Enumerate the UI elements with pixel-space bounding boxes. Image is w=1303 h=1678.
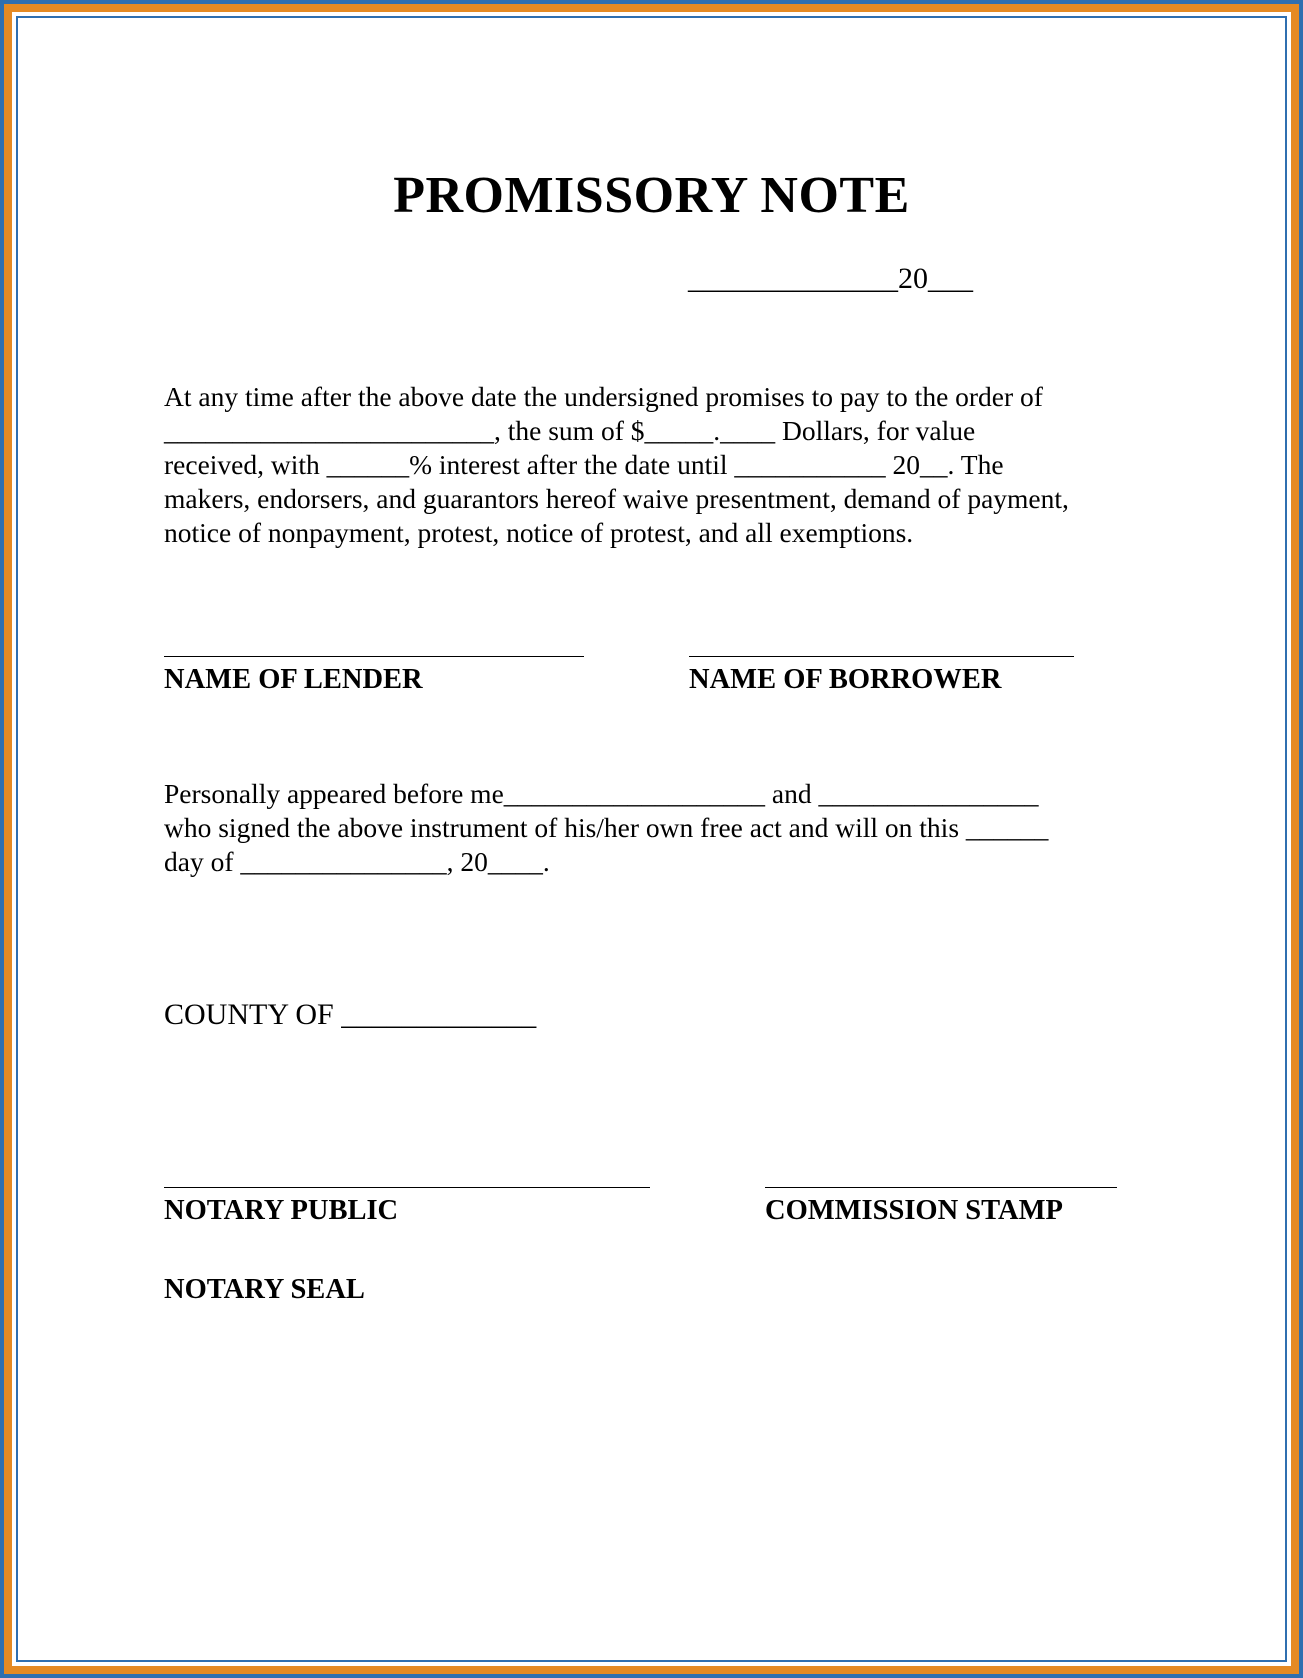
body-line: ________________________, the sum of $_____.____ Dollars, for value — [164, 415, 976, 446]
acknowledgment-line: day of _______________, 20____. — [164, 846, 550, 877]
body-line: At any time after the above date the undersigned promises to pay to the order of — [164, 381, 1043, 412]
lender-label: NAME OF LENDER — [164, 664, 423, 695]
notary-seal-label: NOTARY SEAL — [164, 1274, 365, 1305]
commission-stamp-label: COMMISSION STAMP — [765, 1195, 1063, 1226]
acknowledgment-text — [164, 777, 1048, 879]
body-line: makers, endorsers, and guarantors hereof waive presentment, demand of payment, — [164, 483, 1069, 514]
borrower-signature-line — [689, 656, 1074, 657]
note-body — [164, 380, 1144, 550]
date-field: ______________20___ — [688, 262, 973, 295]
document-title: PROMISSORY NOTE — [393, 167, 910, 224]
notary-public-label: NOTARY PUBLIC — [164, 1195, 399, 1226]
borrower-label: NAME OF BORROWER — [689, 664, 1002, 695]
lender-signature-line — [164, 656, 584, 657]
acknowledgment-line: who signed the above instrument of his/her own free act and will on this ______ — [164, 812, 1049, 843]
notary-signature-line — [164, 1187, 650, 1188]
acknowledgment-line: Personally appeared before me___________________ and ________________ — [164, 778, 1039, 809]
body-line: received, with ______% interest after the date until ___________ 20__. The — [164, 449, 1004, 480]
body-line: notice of nonpayment, protest, notice of protest, and all exemptions. — [164, 517, 914, 548]
commission-stamp-line — [765, 1187, 1117, 1188]
county-field: COUNTY OF _____________ — [164, 998, 537, 1031]
